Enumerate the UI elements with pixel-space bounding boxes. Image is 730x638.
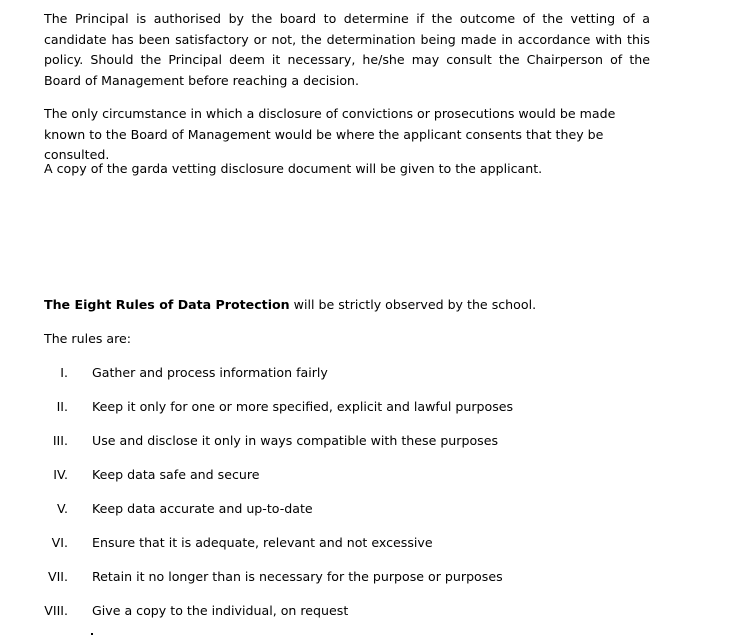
- rule-numeral: I.: [60, 365, 68, 380]
- rules-are-label: The rules are:: [44, 331, 132, 346]
- vetting-paragraph: The Principal is authorised by the board to determine if the outcome of the vetting of a candidate has been satisfactory or not, the determination being made in accordance with this policy. Should the Principal deem it necessary, he/she may consult the Chairperson of the Board of Management before reaching a decision.: [44, 11, 650, 88]
- rule-item: [0, 499, 730, 533]
- disclosure-paragraph: The only circumstance in which a disclosure of convictions or prosecutions would be made known to the Board of Management would be where the applicant consents that they be consulted.: [44, 106, 616, 162]
- rule-text: Keep data safe and secure: [92, 467, 260, 482]
- rule-numeral: VII.: [47, 569, 68, 584]
- rule-item: [0, 397, 730, 431]
- rule-numeral: VIII.: [44, 603, 68, 618]
- rule-item: [0, 567, 730, 601]
- copy-paragraph: A copy of the garda vetting disclosure document will be given to the applicant.: [44, 161, 543, 176]
- rules-intro: [44, 295, 650, 316]
- rule-text: Ensure that it is adequate, relevant and not excessive: [92, 535, 433, 550]
- text-cursor-mark: [91, 633, 93, 635]
- rules-list: [0, 363, 730, 635]
- rule-text: Use and disclose it only in ways compatible with these purposes: [92, 433, 499, 448]
- rule-text: Retain it no longer than is necessary for the purpose or purposes: [92, 569, 503, 584]
- rule-text: Keep data accurate and up-to-date: [92, 501, 313, 516]
- rule-item: [0, 363, 730, 397]
- rules-title: The Eight Rules of Data Protection: [44, 297, 290, 312]
- rule-item: [0, 601, 730, 635]
- rule-item: [0, 431, 730, 465]
- rule-text: Keep it only for one or more specified, explicit and lawful purposes: [92, 399, 514, 414]
- rule-numeral: III.: [52, 433, 68, 448]
- rule-numeral: VI.: [51, 535, 68, 550]
- rules-intro-rest: will be strictly observed by the school.: [289, 297, 537, 312]
- rule-numeral: V.: [57, 501, 68, 516]
- rule-item: [0, 533, 730, 567]
- rule-text: Gather and process information fairly: [92, 365, 328, 380]
- rule-text: Give a copy to the individual, on request: [92, 603, 349, 618]
- rule-numeral: IV.: [53, 467, 68, 482]
- rule-item: [0, 465, 730, 499]
- rule-numeral: II.: [56, 399, 68, 414]
